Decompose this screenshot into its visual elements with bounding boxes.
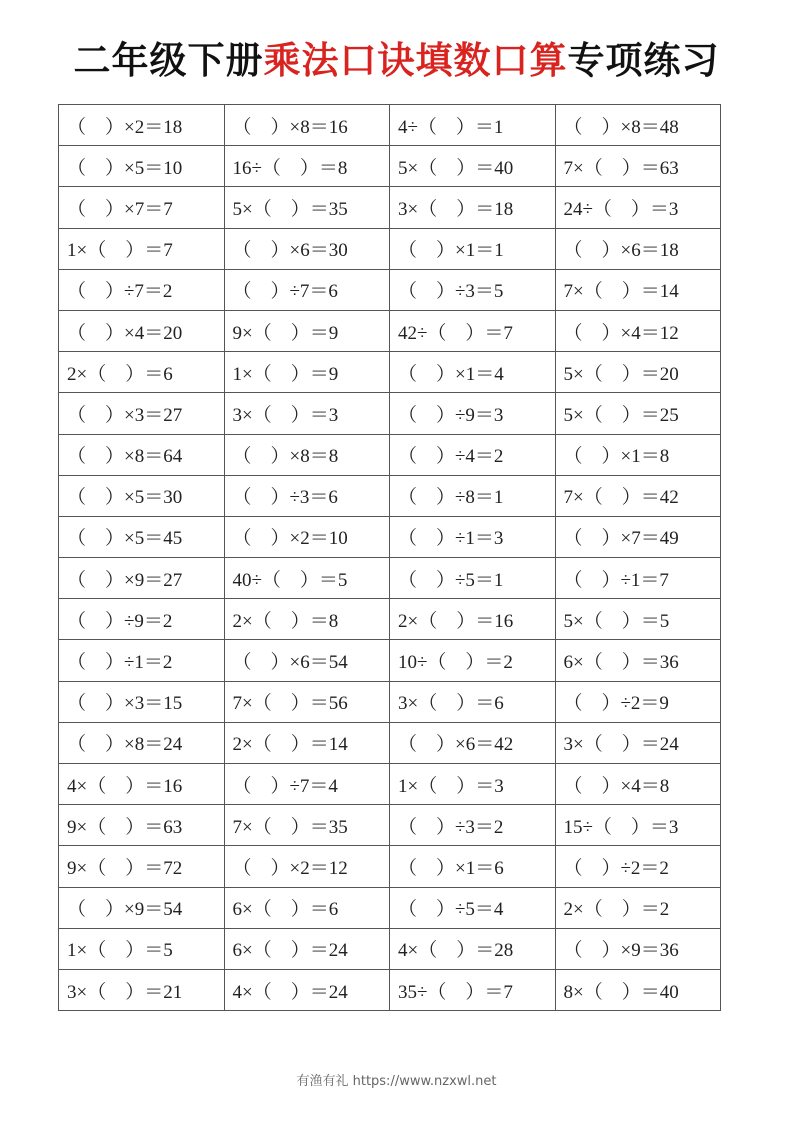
exercise-cell[interactable]: 3×（ ）＝3 [224,393,390,434]
table-row [59,722,721,763]
exercise-cell[interactable]: （ ）÷7＝2 [59,269,225,310]
exercise-cell[interactable]: 42÷（ ）＝7 [390,310,556,351]
exercise-cell[interactable]: 6×（ ）＝24 [224,928,390,969]
exercise-cell[interactable]: （ ）×9＝54 [59,887,225,928]
exercise-cell[interactable]: （ ）÷3＝6 [224,475,390,516]
exercise-cell[interactable]: （ ）÷3＝5 [390,269,556,310]
exercise-table [58,104,721,1011]
exercise-cell[interactable]: （ ）÷9＝2 [59,599,225,640]
exercise-cell[interactable]: 9×（ ）＝72 [59,846,225,887]
exercise-cell[interactable]: （ ）×6＝30 [224,228,390,269]
exercise-cell[interactable]: 5×（ ）＝35 [224,187,390,228]
exercise-cell[interactable]: 16÷（ ）＝8 [224,146,390,187]
exercise-cell[interactable]: （ ）×8＝24 [59,722,225,763]
exercise-cell[interactable]: （ ）÷8＝1 [390,475,556,516]
exercise-cell[interactable]: 3×（ ）＝18 [390,187,556,228]
exercise-cell[interactable]: （ ）×8＝16 [224,105,390,146]
table-row [59,805,721,846]
table-row [59,228,721,269]
exercise-cell[interactable]: 9×（ ）＝63 [59,805,225,846]
exercise-cell[interactable]: 35÷（ ）＝7 [390,969,556,1010]
exercise-cell[interactable]: （ ）×7＝7 [59,187,225,228]
exercise-cell[interactable]: （ ）÷9＝3 [390,393,556,434]
table-row [59,764,721,805]
exercise-cell[interactable]: 1×（ ）＝7 [59,228,225,269]
title-part-1: 二年级下册 [73,39,264,82]
exercise-cell[interactable]: 1×（ ）＝9 [224,352,390,393]
exercise-cell[interactable]: （ ）÷3＝2 [390,805,556,846]
exercise-cell[interactable]: （ ）×6＝54 [224,640,390,681]
exercise-cell[interactable]: （ ）×6＝18 [555,228,721,269]
exercise-cell[interactable]: （ ）×4＝20 [59,310,225,351]
exercise-cell[interactable]: 40÷（ ）＝5 [224,558,390,599]
table-row [59,681,721,722]
table-row [59,146,721,187]
exercise-cell[interactable]: 5×（ ）＝25 [555,393,721,434]
exercise-cell[interactable]: （ ）×5＝10 [59,146,225,187]
exercise-cell[interactable]: 3×（ ）＝21 [59,969,225,1010]
table-row [59,352,721,393]
table-row [59,516,721,557]
table-row [59,558,721,599]
exercise-cell[interactable]: （ ）×8＝48 [555,105,721,146]
exercise-cell[interactable]: 7×（ ）＝14 [555,269,721,310]
exercise-cell[interactable]: （ ）×5＝30 [59,475,225,516]
exercise-cell[interactable]: 10÷（ ）＝2 [390,640,556,681]
exercise-cell[interactable]: （ ）×6＝42 [390,722,556,763]
title-part-2-highlight: 乘法口诀填数口算 [263,39,568,82]
exercise-cell[interactable]: （ ）÷4＝2 [390,434,556,475]
exercise-cell[interactable]: 5×（ ）＝20 [555,352,721,393]
table-row [59,887,721,928]
exercise-cell[interactable]: 2×（ ）＝14 [224,722,390,763]
exercise-cell[interactable]: 6×（ ）＝36 [555,640,721,681]
exercise-cell[interactable]: （ ）×2＝18 [59,105,225,146]
exercise-cell[interactable]: （ ）×4＝8 [555,764,721,805]
exercise-cell[interactable]: 1×（ ）＝3 [390,764,556,805]
exercise-cell[interactable]: 3×（ ）＝24 [555,722,721,763]
table-row [59,393,721,434]
table-row [59,475,721,516]
exercise-cell[interactable]: 4×（ ）＝24 [224,969,390,1010]
exercise-cell[interactable]: （ ）×9＝36 [555,928,721,969]
exercise-cell[interactable]: （ ）×5＝45 [59,516,225,557]
exercise-cell[interactable]: 5×（ ）＝40 [390,146,556,187]
table-row [59,846,721,887]
exercise-cell[interactable]: （ ）÷1＝3 [390,516,556,557]
table-row [59,969,721,1010]
table-row [59,599,721,640]
exercise-cell[interactable]: （ ）÷5＝4 [390,887,556,928]
exercise-cell[interactable]: 4×（ ）＝28 [390,928,556,969]
exercise-cell[interactable]: （ ）×9＝27 [59,558,225,599]
table-row [59,640,721,681]
exercise-cell[interactable]: （ ）×7＝49 [555,516,721,557]
table-row [59,105,721,146]
exercise-cell[interactable]: 5×（ ）＝5 [555,599,721,640]
exercise-cell[interactable]: （ ）÷1＝2 [59,640,225,681]
exercise-cell[interactable]: （ ）÷2＝9 [555,681,721,722]
exercise-cell[interactable]: （ ）×3＝15 [59,681,225,722]
exercise-cell[interactable]: （ ）×3＝27 [59,393,225,434]
exercise-cell[interactable]: 8×（ ）＝40 [555,969,721,1010]
exercise-cell[interactable]: 6×（ ）＝6 [224,887,390,928]
exercise-cell[interactable]: 4×（ ）＝16 [59,764,225,805]
footer-watermark: 有渔有礼 https://www.nzxwl.net [296,1074,497,1089]
exercise-cell[interactable]: 7×（ ）＝56 [224,681,390,722]
exercise-cell[interactable]: 24÷（ ）＝3 [555,187,721,228]
exercise-cell[interactable]: 9×（ ）＝9 [224,310,390,351]
table-row [59,928,721,969]
table-row [59,187,721,228]
exercise-cell[interactable]: （ ）×1＝8 [555,434,721,475]
exercise-cell[interactable]: 2×（ ）＝8 [224,599,390,640]
exercise-cell[interactable]: （ ）÷2＝2 [555,846,721,887]
exercise-cell[interactable]: （ ）×8＝64 [59,434,225,475]
exercise-cell[interactable]: （ ）×4＝12 [555,310,721,351]
exercise-cell[interactable]: 2×（ ）＝2 [555,887,721,928]
exercise-cell[interactable]: （ ）×1＝6 [390,846,556,887]
exercise-cell[interactable]: 7×（ ）＝63 [555,146,721,187]
exercise-cell[interactable]: （ ）×1＝1 [390,228,556,269]
exercise-cell[interactable]: 1×（ ）＝5 [59,928,225,969]
exercise-cell[interactable]: （ ）×1＝4 [390,352,556,393]
table-row [59,310,721,351]
exercise-cell[interactable]: 7×（ ）＝35 [224,805,390,846]
exercise-cell[interactable]: 15÷（ ）＝3 [555,805,721,846]
exercise-cell[interactable]: 4÷（ ）＝1 [390,105,556,146]
exercise-cell[interactable]: （ ）×2＝12 [224,846,390,887]
page-title [0,36,793,86]
exercise-cell[interactable]: 2×（ ）＝6 [59,352,225,393]
exercise-cell[interactable]: 2×（ ）＝16 [390,599,556,640]
table-row [59,269,721,310]
exercise-cell[interactable]: 3×（ ）＝6 [390,681,556,722]
exercise-cell[interactable]: （ ）×8＝8 [224,434,390,475]
exercise-cell[interactable]: （ ）×2＝10 [224,516,390,557]
exercise-cell[interactable]: （ ）÷1＝7 [555,558,721,599]
table-row [59,434,721,475]
title-part-3: 专项练习 [567,39,720,82]
exercise-cell[interactable]: 7×（ ）＝42 [555,475,721,516]
exercise-cell[interactable]: （ ）÷7＝4 [224,764,390,805]
exercise-cell[interactable]: （ ）÷5＝1 [390,558,556,599]
exercise-cell[interactable]: （ ）÷7＝6 [224,269,390,310]
